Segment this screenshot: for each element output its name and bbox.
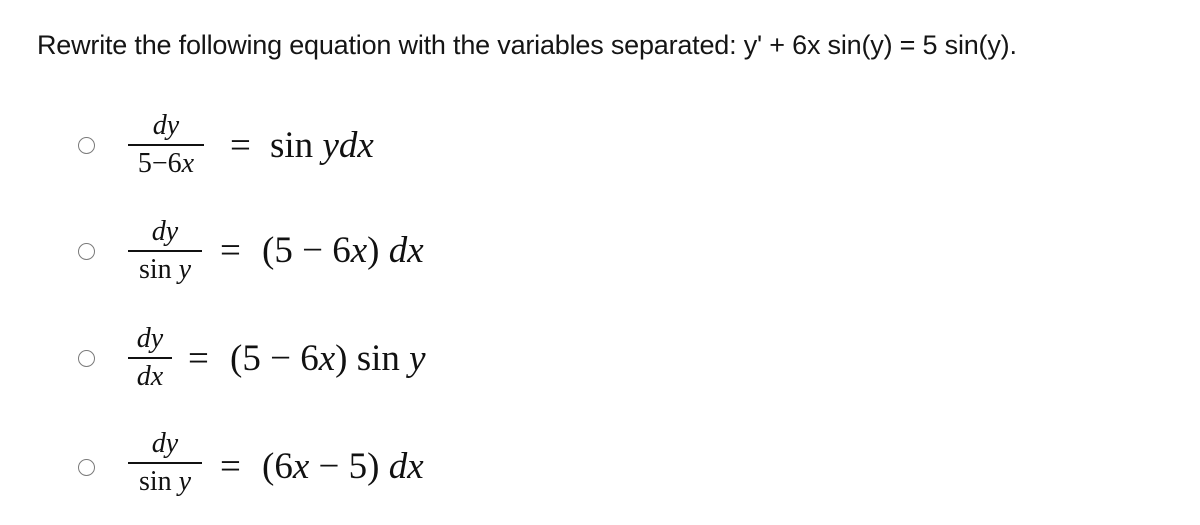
fraction-4 [128,430,202,496]
fraction-numerator: dy [151,428,179,459]
fraction-numerator: dy [136,323,164,354]
radio-button-1[interactable] [78,137,95,154]
fraction-denominator: dx [136,360,164,392]
right-hand-side: (5 − 6x) sin y [230,338,426,379]
answer-option-3[interactable] [70,322,770,402]
answer-option-1[interactable] [70,104,770,184]
answer-option-2[interactable] [70,210,770,290]
equals-sign: = [220,230,241,271]
right-hand-side: sin ydx [270,125,374,166]
fraction-denominator: 5−6x [137,147,195,179]
fraction-numerator: dy [151,216,179,247]
radio-button-4[interactable] [78,459,95,476]
radio-button-3[interactable] [78,350,95,367]
right-hand-side: (6x − 5) dx [262,446,424,487]
right-hand-side: (5 − 6x) dx [262,230,424,271]
fraction-3 [128,325,172,391]
question-text: Rewrite the following equation with the variables separated: y' + 6x sin(y) = 5 sin(y). [37,30,1017,60]
equals-sign: = [230,125,251,166]
fraction-1 [128,112,204,178]
fraction-denominator: sin y [138,253,192,285]
equals-sign: = [220,446,241,487]
fraction-numerator: dy [152,110,180,141]
fraction-denominator: sin y [138,465,192,497]
answer-option-4[interactable] [70,422,770,502]
fraction-2 [128,218,202,284]
radio-button-2[interactable] [78,243,95,260]
equals-sign: = [188,338,209,379]
